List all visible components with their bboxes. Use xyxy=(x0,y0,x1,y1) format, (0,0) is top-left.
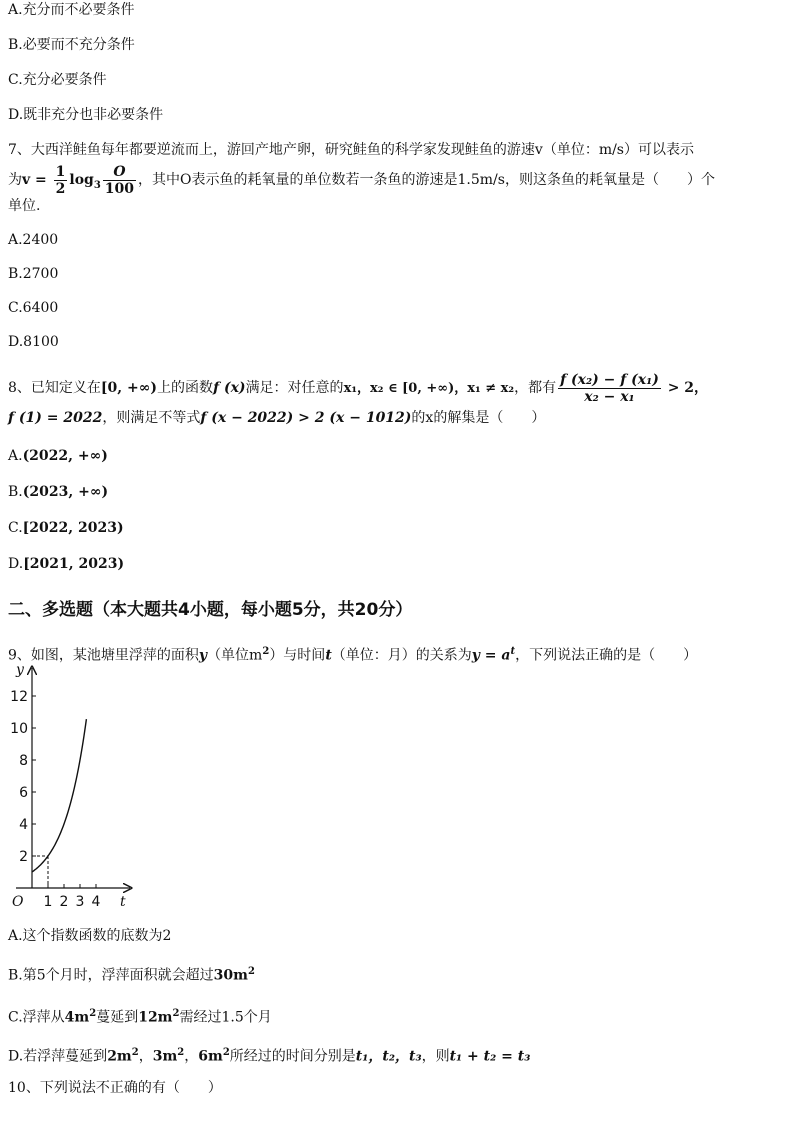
q8-option-d-value: [2021, 2023) xyxy=(23,556,125,572)
q6-option-a: A.充分而不必要条件 xyxy=(8,2,135,18)
y-tick-label: 2 xyxy=(19,849,28,865)
y-tick-label: 8 xyxy=(19,753,28,769)
q8-fx: f (x) xyxy=(213,380,246,396)
q8-line2-mid: ，则满足不等式 xyxy=(102,410,201,426)
q7-o-fraction xyxy=(103,164,136,197)
q9-option-d-sep1: ， xyxy=(138,1048,153,1065)
q8-domain: [0, +∞) xyxy=(100,380,158,396)
q9-option-d-ts: t₁，t₂，t₃ xyxy=(355,1048,422,1065)
q8-inequality: f (x − 2022) > 2 (x − 1012) xyxy=(200,410,412,426)
q9-option-c xyxy=(8,1004,272,1028)
q8-mid2: 满足：对任意的 xyxy=(245,380,344,396)
q7-o-num: O xyxy=(103,164,136,181)
q7-option-c: C.6400 xyxy=(8,300,59,316)
x-tick-label: 1 xyxy=(43,894,53,910)
q9-option-c-sup2: 2 xyxy=(172,1008,180,1019)
q8-stem-line1 xyxy=(8,368,708,409)
q9-option-d-2: 所经过的时间分别是 xyxy=(229,1048,356,1065)
q8-frac-num: f (x₂) − f (x₁) xyxy=(560,371,659,388)
q7-option-d: D.8100 xyxy=(8,334,59,350)
q9-option-a: A.这个指数函数的底数为2 xyxy=(8,928,172,944)
q8-option-a-value: (2022, +∞) xyxy=(22,448,108,464)
q9-option-b-sup: 2 xyxy=(247,966,255,977)
q8-mid1: 上的函数 xyxy=(157,380,214,396)
q9-option-d-sup3: 2 xyxy=(222,1047,230,1058)
q9-option-b xyxy=(8,962,255,986)
q8-diff-quotient xyxy=(558,372,661,405)
q8-option-c-label: C. xyxy=(8,520,23,536)
q9-stem-e: ，下列说法正确的是（ ） xyxy=(515,647,698,664)
q7-half-fraction xyxy=(54,164,68,197)
q7-option-a: A.2400 xyxy=(8,232,59,248)
q9-option-c-v2: 12m xyxy=(138,1009,173,1026)
q8-option-b-label: B. xyxy=(8,484,23,500)
q7-stem-line3: 单位. xyxy=(8,198,41,214)
q8-option-a xyxy=(8,446,108,466)
y-tick-label: 6 xyxy=(19,785,28,801)
x-tick-label: 4 xyxy=(91,894,101,910)
q8-frac-den: x₂ − x₁ xyxy=(584,388,635,405)
q9-formula-exp: t xyxy=(510,646,516,657)
q9-stem-c: ）与时间 xyxy=(269,647,326,664)
q9-stem-d: （单位：月）的关系为 xyxy=(331,647,472,664)
q7-half-den: 2 xyxy=(55,180,66,197)
q7-line2-rest: ，其中O表示鱼的耗氧量的单位数若一条鱼的游速是1.5m/s，则这条鱼的耗氧量是（ ）个 xyxy=(138,172,715,188)
q7-option-b: B.2700 xyxy=(8,266,59,282)
q9-option-d-sup2: 2 xyxy=(177,1047,185,1058)
q8-mid3: ，都有 xyxy=(514,380,557,396)
q8-option-b xyxy=(8,482,108,502)
q7-stem-line2 xyxy=(8,160,715,206)
q8-option-d-label: D. xyxy=(8,556,24,572)
q9-y: y xyxy=(198,647,208,664)
q9-option-d-sup1: 2 xyxy=(131,1047,139,1058)
q8-gt: > 2， xyxy=(662,380,709,396)
q9-option-b-value: 30m xyxy=(213,967,248,984)
q8-line2-end: 的x的解集是（ ） xyxy=(411,410,546,426)
x-tick-label: 2 xyxy=(59,894,69,910)
q9-option-d-1: D.若浮萍蔓延到 xyxy=(8,1048,108,1065)
q9-formula: y = a xyxy=(471,647,511,664)
q7-o-den: 100 xyxy=(104,180,135,197)
origin-label: O xyxy=(12,894,24,910)
q9-option-c-3: 需经过1.5个月 xyxy=(179,1009,272,1026)
q7-log-base: 3 xyxy=(93,179,101,191)
q9-option-d-sep2: ， xyxy=(184,1048,199,1065)
q8-option-c xyxy=(8,518,124,538)
q9-option-c-1: C.浮萍从 xyxy=(8,1009,65,1026)
q7-prefix: 为 xyxy=(8,172,22,188)
q7-stem-line1: 7、大西洋鲑鱼每年都要逆流而上，游回产地产卵，研究鲑鱼的科学家发现鲑鱼的游速v（单位：m/s）可以表示 xyxy=(8,142,694,158)
q7-half-num: 1 xyxy=(55,163,66,180)
q9-option-d-3: ，则 xyxy=(421,1048,450,1065)
q10-stem: 10、下列说法不正确的有（ ） xyxy=(8,1080,222,1096)
q9-option-c-2: 蔓延到 xyxy=(96,1009,139,1026)
x-tick-label: 3 xyxy=(75,894,85,910)
q6-option-c: C.充分必要条件 xyxy=(8,72,107,88)
q8-option-b-value: (2023, +∞) xyxy=(22,484,109,500)
q9-exponential-graph xyxy=(6,660,146,910)
q9-option-c-sup1: 2 xyxy=(89,1008,97,1019)
q9-option-d-v3: 6m xyxy=(198,1048,223,1065)
q8-option-d xyxy=(8,554,124,574)
exponential-curve xyxy=(32,719,86,872)
x-axis-label: t xyxy=(120,894,126,910)
q7-log: log xyxy=(69,172,94,188)
q7-formula-lhs: v = xyxy=(22,172,52,188)
q9-option-d-v1: 2m xyxy=(107,1048,132,1065)
q9-sq: 2 xyxy=(262,646,270,657)
q9-t: t xyxy=(325,647,332,664)
q8-option-a-label: A. xyxy=(8,448,23,464)
q8-stem-line2 xyxy=(8,408,545,428)
q8-start: 8、已知定义在 xyxy=(8,380,101,396)
q9-option-b-text: B.第5个月时，浮萍面积就会超过 xyxy=(8,967,214,984)
q6-option-b: B.必要而不充分条件 xyxy=(8,37,135,53)
q9-option-d-eq: t₁ + t₂ = t₃ xyxy=(449,1048,531,1065)
q6-option-d: D.既非充分也非必要条件 xyxy=(8,107,164,123)
q9-option-d xyxy=(8,1043,530,1067)
q8-condition: f (1) = 2022 xyxy=(8,410,103,426)
q9-stem-a: 9、如图，某池塘里浮萍的面积 xyxy=(8,647,199,664)
y-tick-label: 4 xyxy=(19,817,28,833)
y-axis-label: y xyxy=(16,662,24,678)
y-tick-label: 12 xyxy=(10,689,28,705)
y-tick-label: 10 xyxy=(10,721,28,737)
q9-option-c-v1: 4m xyxy=(64,1009,90,1026)
q8-x1x2: x₁，x₂ ∈ [0, +∞)，x₁ ≠ x₂ xyxy=(343,381,515,396)
section-heading-multiple-choice: 二、多选题（本大题共4小题，每小题5分，共20分） xyxy=(8,600,413,620)
q8-option-c-value: [2022, 2023) xyxy=(22,520,124,536)
q9-option-d-v2: 3m xyxy=(152,1048,178,1065)
q9-stem-b: （单位m xyxy=(207,647,263,664)
